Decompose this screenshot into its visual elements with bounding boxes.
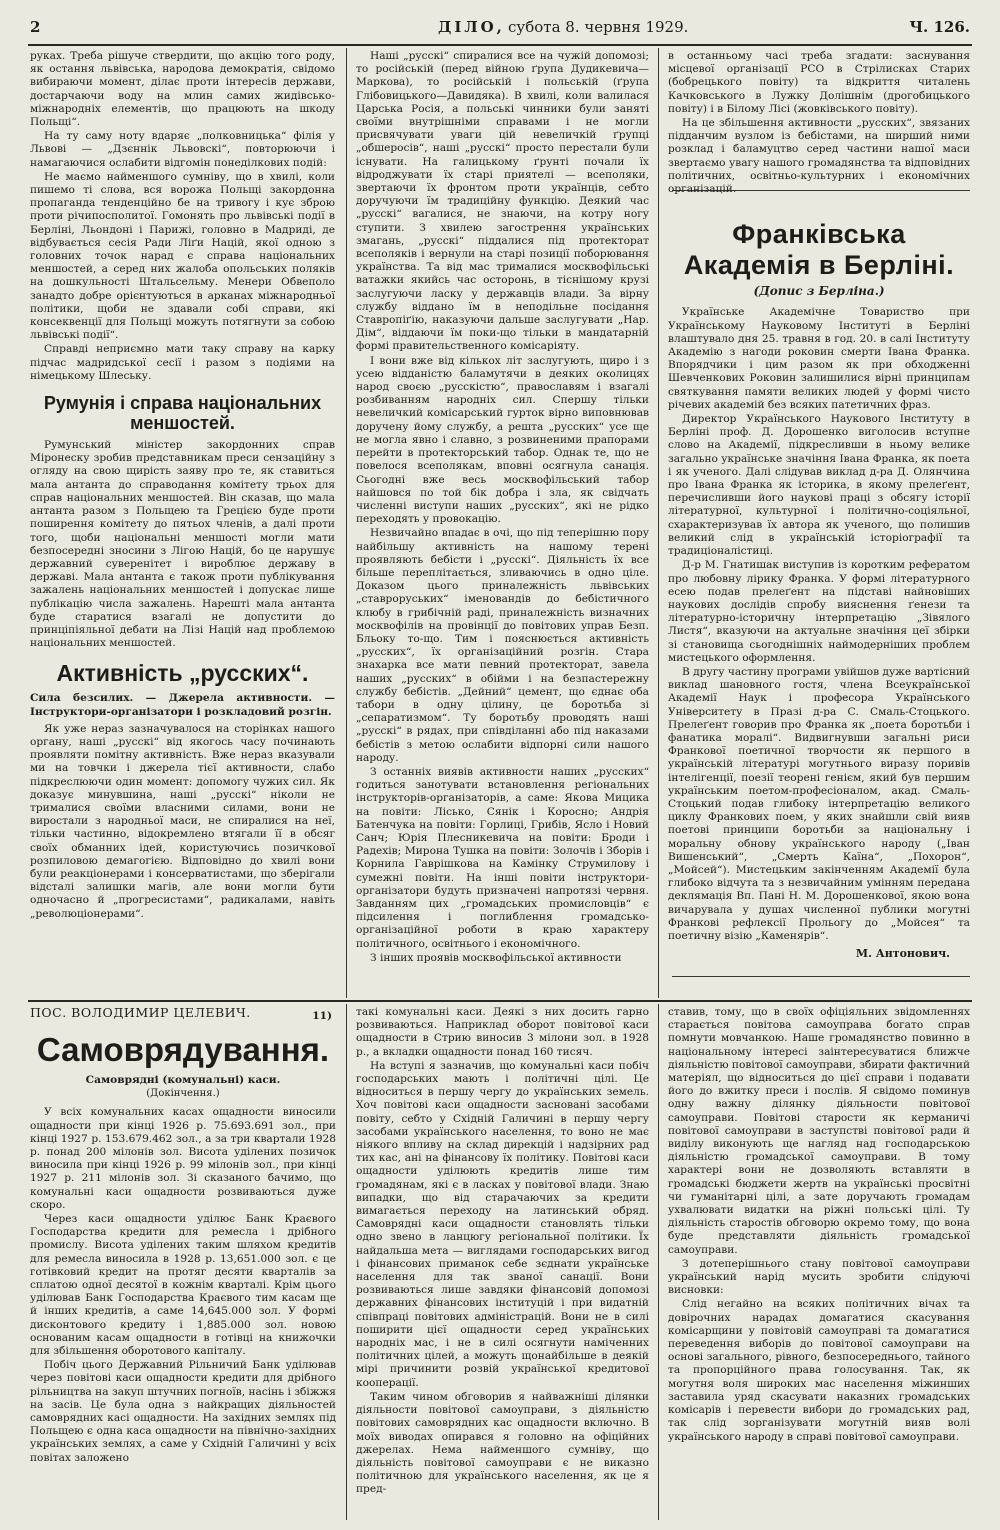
continuation-note: (Докінчення.) xyxy=(146,1088,220,1100)
paragraph: Наші „русскі“ спиралися все на чужій допомозі; то російській (перед війною ґрупа Дудикевича—Маркова), то російській і польській (ґрупа Глібовицького—Давидяка). В хвилі, коли валилася Царська Росія, а польські чинники були заняті своїми внутрішніми справами і не могли присвячувати уваги цій невеличкій ґрупці „обшеросів“, наші „русскі“ просто перестали були існувати. На галицькому ґрунті почали їх відроджувати їх старі приятелі — всеполяки, звертаючи їх фронтом проти українців, себто доручуючи їм традиційну функцію. Деякий час „русскі“ вагалися, не знаючи, на котру ногу ступити. З хвилею загострення українських змагань, „русскі“ піддалися під протекторат всеполяків і вернули на старі позиції поборювання українства. Та від мас трималися москвофільські ватажки якийсь час осторонь, в тіснішому крузі заслугуючи ласку у державців влади. За вірну службу віддано їм в неподільне посідання Ставропіґію, наказуючи дальше заслугувати „Нар. Дім“, віддаючи їм поки-що тільки в мандатарній формі правительственного комісаріяту. xyxy=(356,50,649,353)
paragraph: руках. Треба рішуче ствердити, що акцію того роду, як остання львівська, народова демократія, свідомо вибираючи момент, ділає проти інтересів держави, достарчаючи воду на млин самих жидівсько-міжнародніх елементів, що працюють на шкоду Польщі“. xyxy=(30,50,335,129)
paragraph: Директор Українського Наукового Інституту в Берліні проф. Д. Дорошенко виголосив вступне слово на Академії, підкресливши в ньому велике загально українське значіння Івана Франка, як поета і як ученого. Далі слідував виклад д-ра Д. Олянчина про Івана Франка як історика, в якому прелеґент, перечисливши його наукові праці з обсягу історії літературної, культурної і політично-соціяльної, схарактеризував їх автора як ученого, що полишив великий слід в українській історіографії та традиціоналістиці. xyxy=(668,413,970,558)
page-number: 2 xyxy=(30,18,41,36)
paragraph: З останніх виявів активности наших „русских“ годиться занотувати встановлення регіональних інструкторів-організаторів, а саме: Якова Мицика на повіти: Лісько, Сянік і Коросно; Андрія Батенчука на повіти: Горлиці, Грибів, Ясло і Новий Санч; Юрія Плесникевича на повіти: Броди і Радехів; Мирона Тушка на повіти: Золочів і Зборів і Корнила Гаврішкова на Камінку Струмилову і сумежні повіти. На інші повіти інструктори-організатори будуть призначені напротязі червня. Завданням цих „громадських промисловців“ є підсилення і поглиблення громадсько-організаційної роботи в краю характеру політичного, освітнього і економічного. xyxy=(356,765,649,950)
paragraph: Таким чином обговорив я найважніші ділянки діяльности повітової самоуправи, з діяльністю повітових самоврядних кас ощадности включно. В моїх виводах опирався я головно на офіційних джерелах. Нема найменшого сумніву, що діяльність повітової самоуправи є не виказно політичною для українського населення, як це я пред- xyxy=(356,1390,649,1496)
headline-russkykh: Активність „русских“. xyxy=(56,660,309,687)
paragraph: Румунський міністер закордонних справ Міронеску зробив представникам преси сензаційну з огляду на свою щирість заяву про те, як ставиться мала антанта до справодання комітету трьох для справ національних меншостей. Він сказав, що мала антанта разом з Польщею та Грецією буде проти поширення комітету до пятьох членів, а далі проти того, щоби національні меншості могли мати безпосередні зносини з Лігою Націй, бо це нарушує державний суверенітет і вироблює державу в державі. Мала антанта є також проти публікування зажалень національних меншостей і допускає лише публікацію числа зажалень. Нарешті мала антанта буде старатися взагалі не допустити до принціпіяльної дебати на Лізі Націй над проблемою національних меншостей. xyxy=(30,439,335,650)
subheading: Самоврядні (комунальні) каси. xyxy=(85,1074,281,1086)
paragraph: такі комунальні каси. Деякі з них досить гарно розвиваються. Наприклад оборот повітової каси ощадности в Стрию виносив 3 мілони зол. в 1928 р., а вкладки ощадности понад 160 тисяч. xyxy=(356,1006,649,1058)
column-rule xyxy=(658,48,659,998)
paragraph: На ту саму ноту вдаряє „полковницька“ філія у Львові — „Дзєннік Львовскі“, повторюючи і намагаючися ослабити відгомін понеділкових подій: xyxy=(30,130,335,169)
paragraph: в останньому часі треба згадати: заснування місцевої організації РСО в Стрілисках Старих (бобрецького повіту) та відкриття читалень Качковського в Лужку Долішнім (дрогобицького повіту) і в Білому Лісі (жовківського повіту). xyxy=(668,50,970,115)
paragraph: З інших проявів москвофільської активности xyxy=(370,951,622,964)
paragraph: Не маємо найменшого сумніву, що в хвилі, коли пишемо ті слова, вся ворожа Польщі закордонна пропаганда тенденційно бе на тривогу і кує зброю проти річипосполитої. Гомонять про львівські події в Берліні, Льондоні і Парижі, головно в Мадриді, де відбувається сесія Ради Ліґи Націй, якої одною з головних точок нарад є справа національних меншостей, а серед них жалоба опольських поляків на дошкульності Штальсельму. Менери Обвеполо занадто добре орієнтуються в арканах міжнародньої політики, щоби не здавали собі справи, які консеквенції для Польщі можуть потягнути за собою львівські події“. xyxy=(30,170,335,342)
part-number: 11) xyxy=(312,1010,332,1022)
issue-number: Ч. 126. xyxy=(909,18,970,36)
paragraph: Слід негайно на всяких політичних вічах та довірочних нарадах домагатися скасування комісарщини у повітовій самоуправі та домагатися переведення виборів до повітової самоуправи на основі загального, рівного, безпосереднього, тайного та пропорційного права голосування. Так, як могутня воля широких мас населення міжинших заставила уряд скасувати наказних громадських комісарів і перевести вибори до громадських рад, так слід зорганізувати могутній вияв волі українського народу в справі повітової самоуправи. xyxy=(668,1298,970,1443)
paragraph: У всіх комунальних касах ощадности виносили ощадности при кінці 1926 р. 75.693.691 зол., при кінці 1927 р. 153.679.462 зол., а за три квартали 1928 р. понад 200 мілонів зол. Висота уділених позичок виносила при кінці 1926 р. 99 мілонів зол., при кінці 1927 р. 211 мілонів зол. Зі сказаного бачимо, що комунальні каси ощадности розвиваються дуже скоро. xyxy=(30,1106,336,1211)
column-1 xyxy=(30,50,335,998)
bottom-column-2 xyxy=(356,1006,649,1520)
paragraph: З дотеперішнього стану повітової самоуправи український нарід мусить зробити слідуючі висновки: xyxy=(668,1257,970,1297)
dateline: (Допис з Берліна.) xyxy=(753,284,885,299)
column-3 xyxy=(668,50,970,976)
paragraph: Незвичайно впадає в очі, що під теперішню пору найбільшу активність на нашому терені проявляють бебісти і „русскі“. Діяльність їх все більше переплітається, зливаючись в одно ціле. Доказом цього приналежність львівських „ставроруських“ іменовандів до бебістичного клюбу в грибічній раді, приналежність визначних москвофілів на провінції до повітових управ Безп. Бльоку то-що. Тим і пояснюється активність „русских“, їх організаційний розгін. Стара знахарка все мати певний протекторат, завела наших „русских“ в обійми і на безпастережну службу бебістів. „Дейний“ цемент, що єднає оба табори в одну цілину, це боротьба зі „сепаратизмом“. Ту боротьбу проводять наші „русскі“ в рядах, при співділанні або під наказами бебістів з метою ослабити відпорні сили нашого народу. xyxy=(356,527,649,764)
section-divider xyxy=(28,1000,972,1002)
paragraph: На це збільшення активности „русских“, звязаних підданчим вузлом із бебістами, на ширший ними розклад і баламуцтво серед частини нашої маси звертаємо увагу нашого громадянства та відповідних політичних, освітньо-культурних і економічних організацій. xyxy=(668,117,970,196)
column-2 xyxy=(356,50,649,998)
paragraph: Д-р М. Гнатишак виступив із коротким рефератом про любовну лірику Франка. У формі літературного есею подав прелеґент на підставі найновіших наукових дослідів спробу вияснення ґенези та літературно-історичну інтерпретацію „Зівялого Листя“, вказуючи на актуальне значіння цеї збірки зі становища сьогоднішніх наймодерніших проблем мистецького оформлення. xyxy=(668,559,970,664)
paragraph: І вони вже від кількох літ заслугують, щиро і з усею відданістю баламутячи в деяких околицях народ своєю „русскістю“, православям і взагалі розбиванням народніх сил. Спершу тільки невеличкий комісарський гурток вірно виповнював доручену йому службу, а решта „русских“ усе ще не могла явно і славно, з розвиненими прапорами перейти в протекторський табор. Однак те, що не повелося всеполякам, вповні осягнула санація. Сьогодні вже весь москвофільський табор найшовся по той бік добра і зла, як свідчать численні виступи наших „русских“, які не рідко переходять у провокацію. xyxy=(356,354,649,526)
paragraph: Побіч цього Державний Рільничий Банк уділював через повітові каси ощадности кредити для дрібного рільництва на закуп штучних погноїв, насінь і збіжжя на засів. Це була одна з найкращих діяльностей самоврядних касі ощадности. На західних землях під Польщею є одна каса ощадности на північно-західних українських землях, а саме у Східній Галичині у всіх повітах заложено xyxy=(30,1359,336,1464)
paragraph: ставив, тому, що в своїх офіціяльних звідомленнях старається повітова самоуправа богато справ помнути мовчанкою. Наше громадянство повинно в національному інтересі заінтересуватися ближче діяльністю повітової самоуправи, збирати фактичний матеріял, що відноситься до цієї справи і подавати його до вжитку преси і послів. Я свідомо поминув одну важну ділянку діяльности повітової самоуправи. Повітові старости як керманичі повітової самоуправи в заступстві повітової ради й виділу виконують ще нагляд над господарською діяльністю громадської самоуправи. В тому характері вони не дозволяють вставляти в громадські бюджети жертв на українські просвітні чи гуманітарні цілі, а зате доручають громадам ухвалювати видатки на ріжні польські цілі. Ту діяльність старостів обговорю окремо тому, що вона буде представляти діяльність громадської самоуправи. xyxy=(668,1006,970,1256)
column-rule xyxy=(346,1004,347,1520)
section-rule xyxy=(672,976,970,977)
issue-date: субота 8. червня 1929. xyxy=(508,18,689,36)
paragraph: Через каси ощадности уділює Банк Краєвого Господарства кредити для ремесла і дрібного промислу. Висота уділених таким шляхом кредитів для ремесла виносила в 1928 р. 13,651.000 зол. є це готівковий кредит на протяг десяти кварталів за сплатою одної десятої в кожнім кварталі. Крім цього уділював Банк Господарства Краєвого тим касам ще й інших кредитів, а саме 14,645.000 зол. У формі дисконтового кредиту і 1,885.000 зол. новою основаним касам ощадности в готівці на книжочки для збільшення оборотового капіталу. xyxy=(30,1213,336,1358)
headline-romania: Румунія і справа національних меншостей. xyxy=(43,393,322,434)
paragraph: Українське Академічне Товариство при Українському Науковому Інституті в Берліні влаштувало дня 25. травня в год. 20. в салі Інституту Академію з нагоди роковин смерти Івана Франка. Впорядчики і цим разом як при обходженні Шевченкових Роковин залишилися вірні принципам святкування памяти великих людей у формі чисто річевих академій без всяких патетичних фраз. xyxy=(668,306,970,411)
signature: М. Антонович. xyxy=(855,947,950,961)
paragraph: На вступі я зазначив, що комунальні каси побіч господарських мають і політичні цілі. Це відноситься в першу чергу до українських земель. Хоч повітові каси ощадности засновані засобами повіту, себто у Східній Галичині в першу чергу засобами українського населення, то воно не має ніякого впливу на склад дирекцій і надзірних рад тих кас, ані на фінансову їх політику. Повітові каси ощадности уділюють кредитів лише тим громадянам, які є в ласках у повітової влади. Знаю випадки, що від старачаючих за кредити вимагається переходу на латинський обряд. Самоврядні каси ощадности становлять тільки одно звено в ланцюгу регіональної політики. Їх найдальша мета — виглядами господарських вигод і фінансових приманок себе зєднати українське населення для так званої санації. Вони розвиваються лише завдяки фінансовій допомозі державних фінансових інституцій і при видатній співпраці повітових адміністрацій. Вони не в силі поширити цієї ощадности серед українських народніх мас, і не в силі осягнути наміченних політичних цілей, а можуть щонайбільше в деякій мірі причинити розвій української кредитової кооперації. xyxy=(356,1059,649,1389)
article-subheading: Сила безсилих. — Джерела активности. — Інструктори-організатори і розкладовий розгін. xyxy=(30,692,335,718)
headline-franko-academy: Франківська Академія в Берліні. xyxy=(683,219,955,281)
bottom-column-1 xyxy=(30,1006,336,1520)
page-header xyxy=(28,10,972,46)
newspaper-title: ДІЛО, xyxy=(438,18,505,36)
paragraph: В другу частину програми увійшов дуже вартісний виклад шановного гостя, члена Всеукраїнської Академії Наук і професора Українського Університету в Празі д-ра С. Смаль-Стоцького. Прелеґент говорив про Франка як „поета боротьби і фанатика моралі“. Видвигнувши загальні риси Франкової поетичної творчости як першого в українській літературі могутнього виразу поривів інтелігенції, поезії теорені генієм, який був першим українським поетом-професіоналом, акад. Смаль-Стоцький подав глибоку інтерпретацію великого циклу Франкових поем, у яких знайшли свій вияв поетові принципи боротьби за національну і моральну обнову українського народу („Іван Вишенський“, „Смерть Каїна“, „Похорон“, „Мойсей“). Мистецьким закінченням Академії була глибоко відчута та з незвичайним умінням передана деклямація Вп. Пані Н. М. Дорошенкової, якою вона вичарувала у душах численної публики могутні Франкові рефлексії Прольогу до „Мойсея“ та поетичну візію „Каменярів“. xyxy=(668,665,970,942)
byline: ПОС. ВОЛОДИМИР ЦЕЛЕВИЧ. xyxy=(30,1006,251,1020)
paragraph: Справді неприємно мати таку справу на карку підчас мадридської сесії і разом з подіями на німецькому Шлеську. xyxy=(30,343,335,382)
paragraph: Як уже нераз зазначувалося на сторінках нашого органу, наші „русскі“ від якогось часу починають проявляти помітну активність. Вже нераз вказували ми на товчки і джерела тієї активности, слабо підкреслюючи один момент: допомогу чужих сил. Як доказує минувшина, наші „русскі“ ніколи не трималися своїми власними силами, вони не виростали з народньої маси, не спиралися на неї, тільки частинно, відокремлено втягали її в обсяг своїх обманних ідей, користуючись позичкової розпиловою демагогією. Відповідно до хвилі вони були реакціонерами і консерватистами, що зберігали відсталі залишки магів, але вони могли бути одночасно й „прогресистами“, радикалами, навіть „революціонерами“. xyxy=(30,722,335,920)
bottom-column-3 xyxy=(668,1006,970,1520)
headline-samovryaduvannya: Самоврядування. xyxy=(36,1031,330,1068)
column-rule xyxy=(658,1004,659,1520)
column-rule xyxy=(346,48,347,998)
